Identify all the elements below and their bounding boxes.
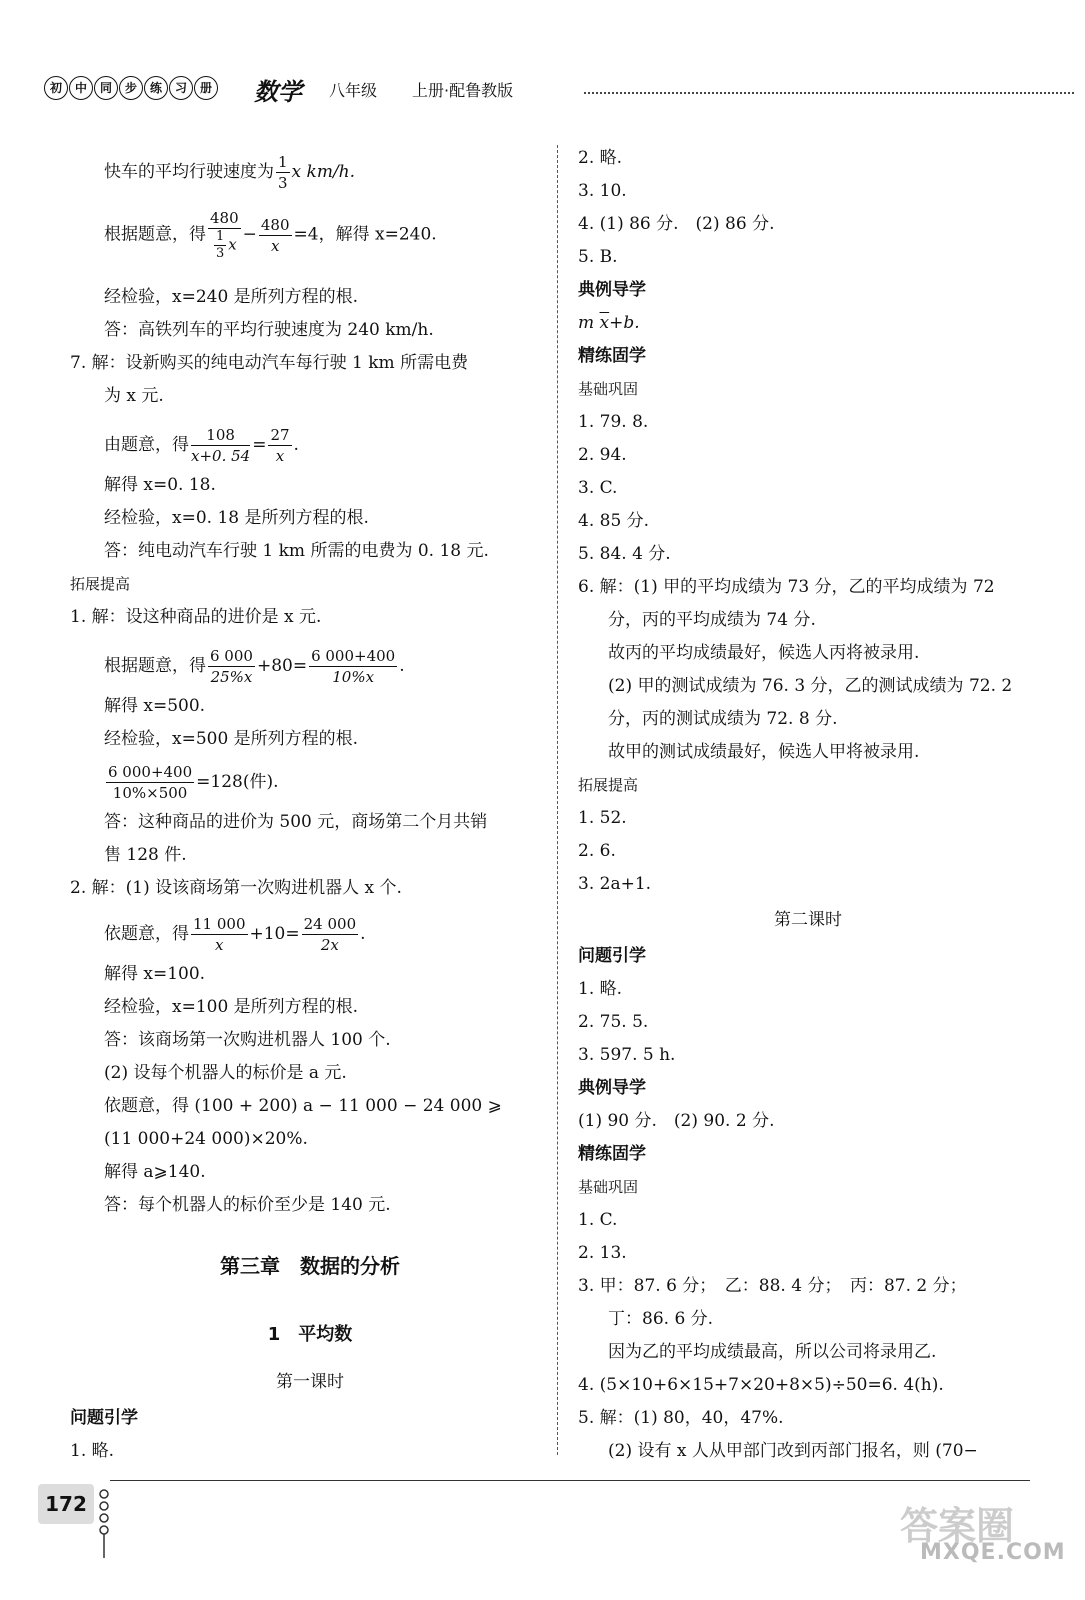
watermark-logo: 答案圈 — [900, 1504, 1015, 1548]
answer-line: 5. 84. 4 分. — [578, 544, 671, 564]
page-number: 172 — [38, 1484, 94, 1524]
subsection-heading: 基础巩固 — [578, 380, 639, 398]
answer-line: 故丙的平均成绩最好，候选人丙将被录用. — [608, 643, 920, 663]
answer-line: 5. B. — [578, 247, 618, 267]
series-char: 初 — [44, 76, 68, 100]
problem-5: 5. 解：(1) 80，40，47%. — [578, 1408, 784, 1428]
answer-line: 2. 略. — [578, 148, 623, 168]
answer-line: 2. 75. 5. — [578, 1012, 649, 1032]
series-char: 习 — [169, 76, 193, 100]
answer-line: 1. 52. — [578, 808, 627, 828]
answer-line: 分，丙的平均成绩为 74 分. — [608, 610, 816, 630]
answer-line: 1. 略. — [70, 1441, 115, 1461]
series-char: 同 — [94, 76, 118, 100]
answer-line: 因为乙的平均成绩最高，所以公司将录用乙. — [608, 1342, 937, 1362]
series-char: 册 — [194, 76, 218, 100]
answer-line: 故甲的测试成绩最好，候选人甲将被录用. — [608, 742, 920, 762]
answer-line: 2. 94. — [578, 445, 627, 465]
answer-line: 经检验，x=0. 18 是所列方程的根. — [104, 508, 369, 528]
series-char: 练 — [144, 76, 168, 100]
answer-line: 3. C. — [578, 478, 618, 498]
answer-line: 解得 x=100. — [104, 964, 206, 984]
subsection-heading: 问题引学 — [578, 946, 646, 966]
problem-6: 6. 解：(1) 甲的平均成绩为 73 分，乙的平均成绩为 72 — [578, 577, 995, 597]
answer-line: (1) 90 分. (2) 90. 2 分. — [578, 1111, 775, 1131]
answer-line: 经检验，x=500 是所列方程的根. — [104, 729, 359, 749]
subject-title: 数学 — [254, 78, 302, 106]
answer-line: (11 000+24 000)×20%. — [104, 1129, 308, 1149]
equation-line: 根据题意，得 $\frac{6 000}{25\%x} +80=$ $\frac{6 000+400}{10\%x}$ . — [104, 647, 405, 686]
answer-line: 答：该商场第一次购进机器人 100 个. — [104, 1030, 391, 1050]
column-divider — [557, 145, 558, 1455]
answer-line: 解得 a⩾140. — [104, 1162, 206, 1182]
answer-line: 答：这种商品的进价为 500 元，商场第二个月共销 — [104, 812, 488, 832]
equation-line: $\frac{6 000+400}{10\%\times 500}$ =128(件). — [108, 763, 279, 802]
answer-line: 1. 79. 8. — [578, 412, 649, 432]
answer-line: 4. 85 分. — [578, 511, 650, 531]
problem-2: 2. 解：(1) 设该商场第一次购进机器人 x 个. — [70, 878, 402, 898]
answer-line: 3. 597. 5 h. — [578, 1045, 676, 1065]
answer-line: 3. 2a+1. — [578, 874, 652, 894]
answer-line: m $\overline{x}+b$. — [578, 313, 640, 333]
lesson-title: 第一课时 — [276, 1372, 344, 1392]
edition-label: 上册·配鲁教版 — [412, 81, 514, 100]
subsection-heading: 问题引学 — [70, 1408, 138, 1428]
page-header — [44, 76, 1044, 106]
answer-line: 售 128 件. — [104, 845, 187, 865]
spiral-binding-icon — [96, 1488, 112, 1558]
answer-line: 3. 10. — [578, 181, 627, 201]
subsection-heading: 拓展提高 — [70, 575, 131, 593]
answer-line: (2) 设每个机器人的标价是 a 元. — [104, 1063, 347, 1083]
answer-line: 答：每个机器人的标价至少是 140 元. — [104, 1195, 391, 1215]
answer-line: 2. 6. — [578, 841, 616, 861]
footer-rule — [110, 1480, 1030, 1481]
lesson-title: 第二课时 — [774, 910, 842, 930]
answer-line: 2. 13. — [578, 1243, 627, 1263]
problem-1: 1. 解：设这种商品的进价是 x 元. — [70, 607, 322, 627]
answer-line: 1. C. — [578, 1210, 618, 1230]
equation-line: 根据题意，得 480 $\frac{1}{3}$ x − $\frac{480}{x} =4$，解得 x=240. — [104, 209, 437, 261]
answer-line: 快车的平均行驶速度为 $\frac{1}{3}$ x km/h. — [104, 153, 356, 192]
answer-line: 3. 甲：87. 6 分； 乙：88. 4 分； 丙：87. 2 分； — [578, 1276, 967, 1296]
answer-line: 分，丙的测试成绩为 72. 8 分. — [608, 709, 838, 729]
answer-line: 为 x 元. — [104, 386, 164, 406]
answer-line: 经检验，x=240 是所列方程的根. — [104, 287, 359, 307]
subsection-heading: 基础巩固 — [578, 1178, 639, 1196]
answer-line: 答：纯电动汽车行驶 1 km 所需的电费为 0. 18 元. — [104, 541, 489, 561]
grade-label: 八年级 — [329, 81, 378, 100]
answer-line: 解得 x=500. — [104, 696, 206, 716]
subsection-heading: 典例导学 — [578, 1078, 646, 1098]
subsection-heading: 典例导学 — [578, 280, 646, 300]
answer-line: 答：高铁列车的平均行驶速度为 240 km/h. — [104, 320, 434, 340]
answer-line: (2) 设有 x 人从甲部门改到丙部门报名，则 (70− — [608, 1441, 978, 1461]
subsection-heading: 精练固学 — [578, 346, 646, 366]
equation-line: 依题意，得 $\frac{11 000}{x} +10=$ $\frac{24 000}{2x}$ . — [104, 915, 366, 954]
answer-line: (2) 甲的测试成绩为 76. 3 分，乙的测试成绩为 72. 2 — [608, 676, 1013, 696]
answer-line: 4. (1) 86 分. (2) 86 分. — [578, 214, 775, 234]
header-dotted-rule — [584, 92, 1074, 94]
problem-7: 7. 解：设新购买的纯电动汽车每行驶 1 km 所需电费 — [70, 353, 469, 373]
answer-line: 4. (5×10+6×15+7×20+8×5)÷50=6. 4(h). — [578, 1375, 944, 1395]
answer-line: 依题意，得 (100 + 200) a − 11 000 − 24 000 ⩾ — [104, 1096, 502, 1116]
series-char: 步 — [119, 76, 143, 100]
subsection-heading: 精练固学 — [578, 1144, 646, 1164]
chapter-title: 第三章 数据的分析 — [220, 1254, 400, 1278]
series-char: 中 — [69, 76, 93, 100]
answer-line: 经检验，x=100 是所列方程的根. — [104, 997, 359, 1017]
equation-line: 由题意，得 $\frac{108}{x+0. 54}$ = $\frac{27}{x}$ . — [104, 426, 299, 465]
watermark-text: MXQE.COM — [920, 1540, 1066, 1565]
answer-line: 解得 x=0. 18. — [104, 475, 216, 495]
series-title — [44, 76, 219, 100]
section-title: 1 平均数 — [267, 1324, 353, 1345]
answer-line: 丁：86. 6 分. — [608, 1309, 714, 1329]
answer-line: 1. 略. — [578, 979, 623, 999]
subsection-heading: 拓展提高 — [578, 776, 639, 794]
